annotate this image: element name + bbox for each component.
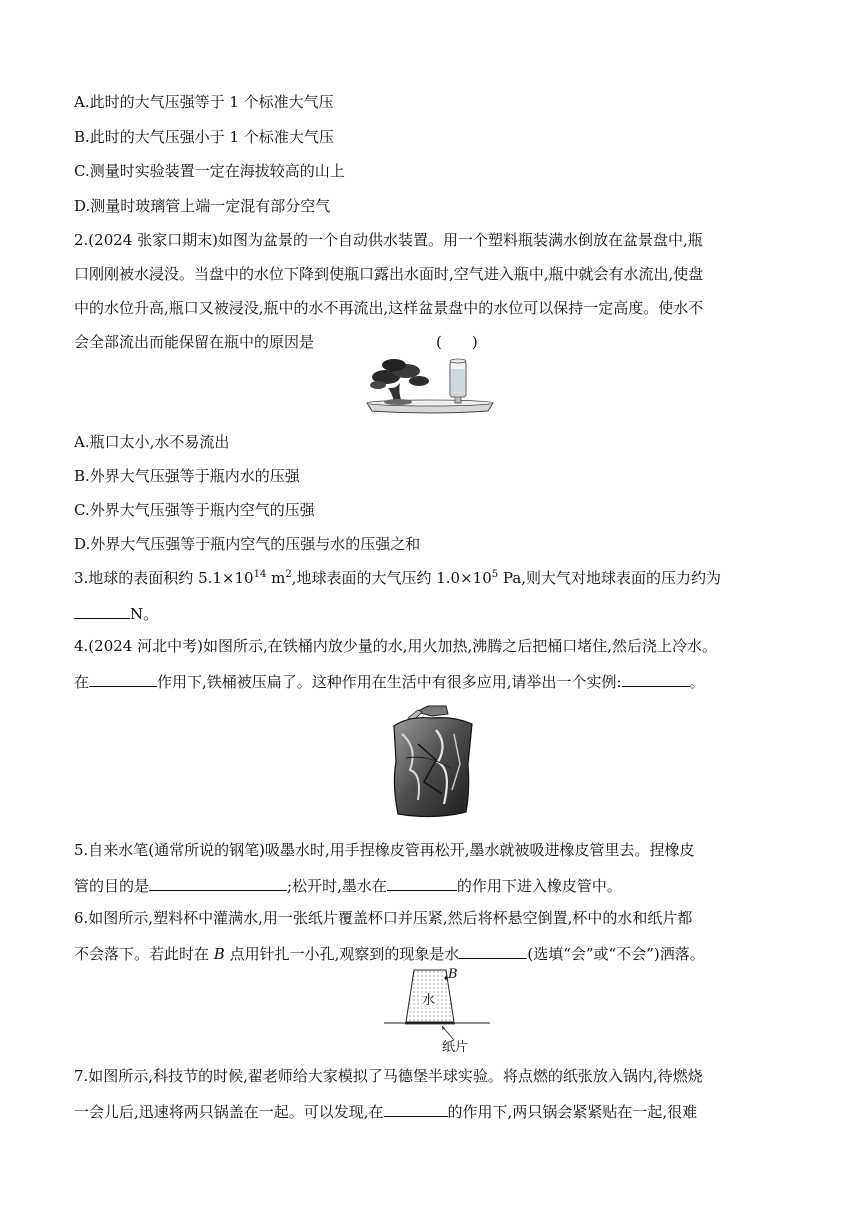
q2-option-c: C.外界大气压强等于瓶内空气的压强 — [74, 501, 315, 519]
water-label: 水 — [422, 993, 436, 1008]
q5-answer-blank-1[interactable] — [149, 874, 287, 891]
q2-stem-line1: 2.(2024 张家口期末)如图为盆景的一个自动供水装置。用一个塑料瓶装满水倒放在盆景盘中,瓶 — [74, 231, 703, 249]
q3-stem-line1: 3.地球的表面积约 $5.1\times 10^{14}$ $m^2$,地球表面的大气压约 $1.0\times 10^5$ Pa,则大气对地球表面的压力约为 — [74, 569, 722, 587]
inverted-cup-drawing — [384, 966, 490, 1056]
q5-answer-blank-2[interactable] — [387, 874, 457, 891]
q4-stem-line2: 在 作用下,铁桶被压扁了。这种作用在生活中有很多应用,请举出一个实例: 。 — [74, 670, 705, 692]
q2-option-d: D.外界大气压强等于瓶内空气的压强与水的压强之和 — [74, 535, 421, 553]
q7-stem-line2: 一会儿后,迅速将两只锅盖在一起。可以发现,在 的作用下,两只锅会紧紧贴在一起,很难 — [74, 1100, 697, 1122]
q2-stem-line4: 会全部流出而能保留在瓶中的原因是 — [74, 333, 315, 351]
q4-answer-blank-2[interactable] — [622, 670, 690, 687]
q1-option-d: D.测量时玻璃管上端一定混有部分空气 — [74, 197, 331, 215]
q3-stem-line2: N。 — [74, 602, 158, 624]
q1-option-b: B.此时的大气压强小于 1 个标准大气压 — [74, 128, 334, 146]
q5-stem-line2: 管的目的是 ;松开时,墨水在 的作用下进入橡皮管中。 — [74, 874, 622, 896]
crushed-iron-bucket-figure — [388, 704, 476, 820]
q2-stem-line3: 中的水位升高,瓶口又被浸没,瓶中的水不再流出,这样盆景盘中的水位可以保持一定高度。使水不 — [74, 299, 704, 317]
q2-stem-line2: 口刚刚被水浸没。当盘中的水位下降到使瓶口露出水面时,空气进入瓶中,瓶中就会有水流出,使盘 — [74, 265, 704, 283]
bonsai-water-supply-figure — [364, 355, 496, 419]
q3-answer-blank[interactable] — [74, 602, 130, 619]
q2-option-a: A.瓶口太小,水不易流出 — [74, 433, 230, 451]
q6-stem-line1: 6.如图所示,塑料杯中灌满水,用一张纸片覆盖杯口并压紧,然后将杯悬空倒置,杯中的水和纸片都 — [74, 909, 693, 927]
q6-stem-line2: 不会落下。若此时在 B 点用针扎一小孔,观察到的现象是水 (选填“会”或“不会”)洒落。 — [74, 942, 705, 964]
q7-answer-blank[interactable] — [384, 1100, 448, 1117]
q1-option-a: A.此时的大气压强等于 1 个标准大气压 — [74, 93, 334, 111]
q4-answer-blank-1[interactable] — [89, 670, 157, 687]
q5-stem-line1: 5.自来水笔(通常所说的钢笔)吸墨水时,用手捏橡皮管再松开,墨水就被吸进橡皮管里去。捏橡皮 — [74, 841, 695, 859]
q4-stem-line1: 4.(2024 河北中考)如图所示,在铁桶内放少量的水,用火加热,沸腾之后把桶口堵住,然后浇上冷水。 — [74, 637, 718, 655]
q2-answer-paren: ( ) — [436, 333, 478, 351]
inverted-cup-figure — [384, 966, 490, 1056]
q7-stem-line1: 7.如图所示,科技节的时候,翟老师给大家模拟了马德堡半球实验。将点燃的纸张放入锅内,待燃烧 — [74, 1067, 703, 1085]
paper-label: 纸片 — [442, 1040, 469, 1055]
q1-option-c: C.测量时实验装置一定在海拔较高的山上 — [74, 162, 345, 180]
q6-answer-blank[interactable] — [459, 942, 527, 959]
q2-option-b: B.外界大气压强等于瓶内水的压强 — [74, 467, 300, 485]
point-b-label: B — [448, 967, 458, 982]
